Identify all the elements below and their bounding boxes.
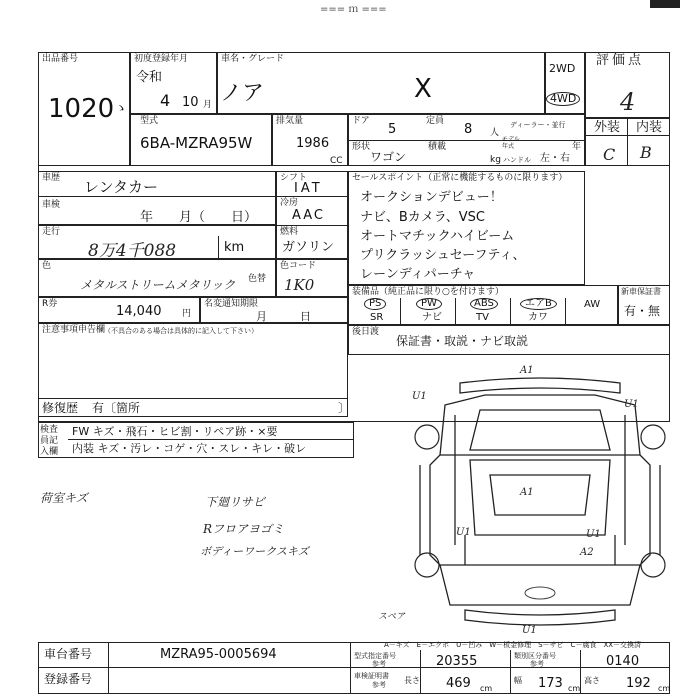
mark-u1-right: U1 xyxy=(624,399,639,410)
height-unit: cm xyxy=(658,684,671,693)
top-marks: === ｍ === xyxy=(320,4,387,15)
interior-value: B xyxy=(640,143,652,162)
first-reg-era: 令和 xyxy=(136,70,163,85)
car-name-label: 車名・グレード xyxy=(221,54,285,64)
interior-label: 内装 xyxy=(636,120,663,135)
width-label: 幅 xyxy=(514,676,522,685)
mileage-label: 走行 xyxy=(42,227,61,237)
disp-unit: CC xyxy=(330,156,343,166)
repair-close: 〕 xyxy=(338,401,351,415)
warranty-label: 新車保証書 xyxy=(621,287,661,296)
mileage-unit: km xyxy=(224,240,245,255)
class-no-label: 類別区分番号 xyxy=(514,652,556,660)
equip-aw: AW xyxy=(584,299,601,310)
equip-airbag: エアB xyxy=(520,298,557,310)
history-label: 車歴 xyxy=(42,173,61,183)
capacity-label: 定員 xyxy=(426,116,445,126)
sales-line-5: レーンディパーチャ xyxy=(360,267,476,282)
recycle-value: 14,040 xyxy=(116,304,162,319)
ac-label: 冷房 xyxy=(280,198,299,208)
inspection-label: 車検 xyxy=(42,200,61,210)
inspection-value: 年 月（ 日） xyxy=(140,210,258,225)
lot-arrow: ゝ xyxy=(114,101,128,117)
doors-value: 5 xyxy=(388,122,397,137)
drive-4wd: 4WD xyxy=(546,92,580,106)
mark-a1-front: A1 xyxy=(520,365,534,376)
model-value: 6BA-MZRA95W xyxy=(140,134,253,152)
load-unit: kg xyxy=(490,155,501,165)
score-label: 評価点 xyxy=(596,53,645,68)
repair-label: 修復歴 xyxy=(42,401,79,415)
mileage-value: 8万4千088 xyxy=(88,241,177,261)
notes-box xyxy=(38,323,351,417)
disp-label: 排気量 xyxy=(276,116,304,126)
height-label: 高さ xyxy=(584,676,600,685)
recycle-unit: 円 xyxy=(182,309,192,319)
car-grade: X xyxy=(414,74,432,104)
sales-line-3: オートマチックハイビーム xyxy=(360,229,515,244)
mark-u1-rear: U1 xyxy=(522,625,537,636)
top-black-bar xyxy=(650,0,680,8)
ac-value: AAC xyxy=(292,208,325,223)
exterior-value: C xyxy=(603,145,616,164)
equipment-label: 装備品（純正品に限り○を付けます） xyxy=(352,287,504,297)
notes-label: 注意事項申告欄 xyxy=(42,325,106,335)
first-reg-label: 初度登録年月 xyxy=(134,54,189,64)
sales-label: セールスポイント（正常に機能するものに限ります） xyxy=(352,173,568,183)
mark-u1-left-side: U1 xyxy=(456,527,471,538)
model-cert-value: 20355 xyxy=(436,654,478,669)
drive-2wd: 2WD xyxy=(549,62,576,75)
car-name: ノア xyxy=(220,81,265,106)
dims-sub: 参考 xyxy=(372,681,386,689)
lot-number: 1020 xyxy=(48,94,115,124)
color-change-label: 色替 xyxy=(248,274,267,284)
score-value: 4 xyxy=(620,88,636,116)
mark-a1-roof: A1 xyxy=(520,487,534,498)
mark-a2: A2 xyxy=(580,547,594,558)
rear-label: 後日渡 xyxy=(352,327,380,337)
load-label: 積載 xyxy=(428,142,447,152)
capacity-unit: 人 xyxy=(490,128,500,138)
damage-legend: A－キズ E－エクボ U－凹み W－板金修理 S－サビ C－腐食 XX－交換済 xyxy=(384,641,642,649)
fuel-label: 燃料 xyxy=(280,227,299,237)
chassis-value: MZRA95-0005694 xyxy=(160,647,277,662)
equip-pw: PW xyxy=(416,298,442,310)
chassis-label: 車台番号 xyxy=(44,647,93,661)
class-no-sub: 参考 xyxy=(530,660,544,668)
note-under-rust: 下廻リサビ xyxy=(205,495,265,509)
first-reg-year: 4 xyxy=(160,91,171,110)
rear-value: 保証書・取説・ナビ取説 xyxy=(396,334,529,348)
length-unit: cm xyxy=(480,684,493,693)
capacity-value: 8 xyxy=(464,122,473,137)
equip-ps: PS xyxy=(364,298,386,310)
width-unit: cm xyxy=(568,684,581,693)
warranty-value: 有・無 xyxy=(624,304,661,318)
fuel-value: ガソリン xyxy=(282,240,335,255)
repair-value: 有〔箇所 xyxy=(92,401,141,415)
inspector-row1: FW キズ・飛石・ヒビ割・リペア跡・×要 xyxy=(72,425,278,438)
sales-line-2: ナビ、Bカメラ、VSC xyxy=(360,210,485,225)
equip-navi: ナビ xyxy=(422,312,442,323)
equip-abs: ABS xyxy=(470,298,498,310)
first-reg-month-unit: 月 xyxy=(203,100,213,110)
model-label: 型式 xyxy=(140,116,159,126)
doors-label: ドア xyxy=(352,116,370,126)
model-year-unit: 年 xyxy=(572,142,582,152)
model-cert-sub: 参考 xyxy=(372,660,386,668)
equip-tv: TV xyxy=(476,312,489,323)
color-value: メタルストリームメタリック xyxy=(80,278,236,292)
note-body: ボディーワークスキズ xyxy=(200,545,309,558)
history-value: レンタカー xyxy=(84,178,159,196)
len-label: 長さ xyxy=(404,676,420,685)
recycle-label: R券 xyxy=(42,299,58,309)
name-change-label: 名変通知期限 xyxy=(204,299,259,309)
width-value: 173 xyxy=(538,676,563,691)
shape-value: ワゴン xyxy=(370,150,407,164)
model-year-label: モデル年式 xyxy=(502,136,520,150)
first-reg-month: 10 xyxy=(182,95,199,110)
disp-value: 1986 xyxy=(296,136,330,151)
note-spare: スペア xyxy=(378,612,406,622)
reg-no-label: 登録番号 xyxy=(44,672,93,686)
model-cert-label: 型式指定番号 xyxy=(354,652,396,660)
shape-label: 形状 xyxy=(352,142,371,152)
name-change-value: 月 日 xyxy=(256,310,311,323)
dims-label: 車検証明書 xyxy=(354,672,389,680)
mark-u1-left: U1 xyxy=(412,391,427,402)
exterior-label: 外装 xyxy=(594,120,621,135)
equip-leather: カワ xyxy=(528,312,548,323)
notes-sub: （不具合のある場合は具体的に記入して下さい） xyxy=(104,327,258,335)
lot-label: 出品番号 xyxy=(42,54,79,64)
color-code-label: 色コード xyxy=(280,261,317,271)
shift-value: IAT xyxy=(294,181,323,196)
height-value: 192 xyxy=(626,676,651,691)
inspector-label: 検査員記入欄 xyxy=(40,425,59,457)
shift-label: シフト xyxy=(280,173,308,183)
length-value: 469 xyxy=(446,676,471,691)
note-luggage: 荷室キズ xyxy=(40,491,88,505)
dealer-label: ディーラー・並行 xyxy=(510,121,566,129)
inspector-row2: 内装 キズ・汚レ・コゲ・穴・スレ・キレ・破レ xyxy=(72,442,307,455)
sales-line-4: プリクラッシュセーフティ、 xyxy=(360,248,526,263)
handle-label: ハンドル xyxy=(503,156,531,164)
sales-line-1: オークションデビュー！ xyxy=(360,190,503,205)
note-floor: Rフロアヨゴミ xyxy=(203,522,285,536)
mark-u1-right-side: U1 xyxy=(586,529,601,540)
equip-sr: SR xyxy=(370,312,384,323)
class-no-value: 0140 xyxy=(606,654,640,669)
handle-value: 左・右 xyxy=(540,153,570,164)
color-code-value: 1K0 xyxy=(284,276,315,294)
color-label: 色 xyxy=(42,261,52,271)
